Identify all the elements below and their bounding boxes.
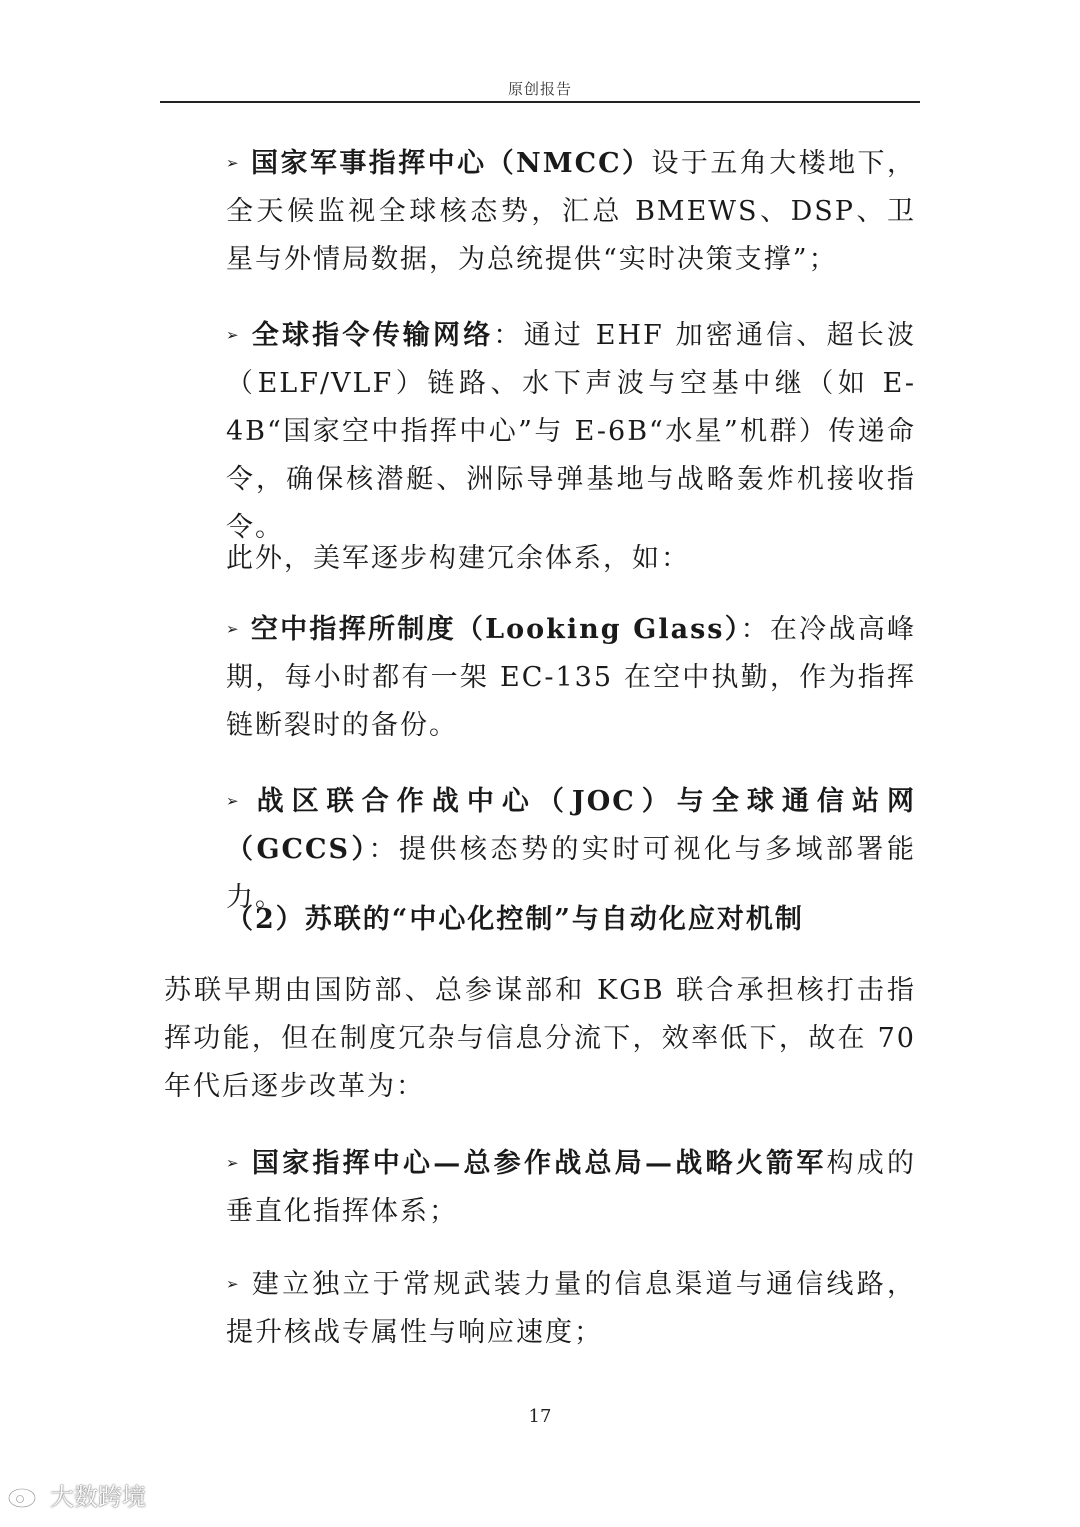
paragraph-text: 苏联早期由国防部、总参谋部和 KGB 联合承担核打击指挥功能，但在制度冗杂与信息分流下，效率低下，故在 70 年代后逐步改革为： — [164, 975, 916, 1102]
paragraph-nmcc — [226, 139, 916, 284]
paragraph-text: ：在冷战高峰期，每小时都有一架 EC-135 在空中执勤，作为指挥链断裂时的备份。 — [226, 614, 916, 741]
watermark-text: 大数跨境 — [50, 1482, 146, 1511]
paragraph-text: 构成的垂直化指挥体系； — [226, 1148, 917, 1227]
bullet-arrow-icon: ➢ — [226, 154, 239, 172]
watermark — [6, 1474, 146, 1514]
header-divider — [160, 101, 920, 103]
paragraph-vertical-command — [226, 1139, 916, 1236]
section-heading-text: （2）苏联的“中心化控制”与自动化应对机制 — [226, 904, 804, 935]
bullet-arrow-icon: ➢ — [226, 1154, 239, 1172]
paragraph-text: ：提供核态势的实时可视化与多域部署能力。 — [226, 834, 916, 913]
paragraph-looking-glass — [226, 605, 916, 750]
paragraph-text: 建立独立于常规武装力量的信息渠道与通信线路，提升核战专属性与响应速度； — [226, 1269, 916, 1348]
page-number: 17 — [528, 1406, 552, 1427]
paragraph-text: ：通过 EHF 加密通信、超长波（ELF/VLF）链路、水下声波与空基中继（如 E-4B“国家空中指挥中心”与 E-6B“水星”机群）传递命令，确保核潜艇、洲际导弹基地与战略轰炸机接收指令。 — [226, 320, 916, 543]
weibo-logo-icon — [6, 1478, 46, 1510]
paragraph-bold-text: 国家军事指挥中心（NMCC） — [250, 148, 652, 179]
paragraph-bold-text: 国家指挥中心—总参作战总局—战略火箭军 — [250, 1148, 827, 1179]
paragraph-bold-text: 战区联合作战中心（JOC）与全球通信站网（GCCS） — [226, 786, 916, 865]
paragraph-text: 设于五角大楼地下，全天候监视全球核态势，汇总 BMEWS、DSP、卫星与外情局数据，为总统提供“实时决策支撑”； — [226, 148, 917, 275]
bullet-arrow-icon: ➢ — [226, 326, 239, 344]
paragraph-independent-channels — [226, 1260, 916, 1357]
paragraph-bold-text: 全球指令传输网络 — [250, 320, 494, 351]
paragraph-global-command-network — [226, 311, 916, 552]
section-heading — [226, 896, 916, 944]
header-title: 原创报告 — [507, 80, 572, 98]
paragraph-bold-text: 空中指挥所制度（Looking Glass） — [250, 614, 741, 645]
bullet-arrow-icon: ➢ — [226, 792, 239, 810]
paragraph-soviet-intro — [164, 967, 916, 1111]
bullet-arrow-icon: ➢ — [226, 620, 239, 638]
bullet-arrow-icon: ➢ — [226, 1275, 239, 1293]
paragraph-redundancy-intro — [226, 535, 916, 583]
paragraph-text: 此外，美军逐步构建冗余体系，如： — [226, 543, 690, 574]
